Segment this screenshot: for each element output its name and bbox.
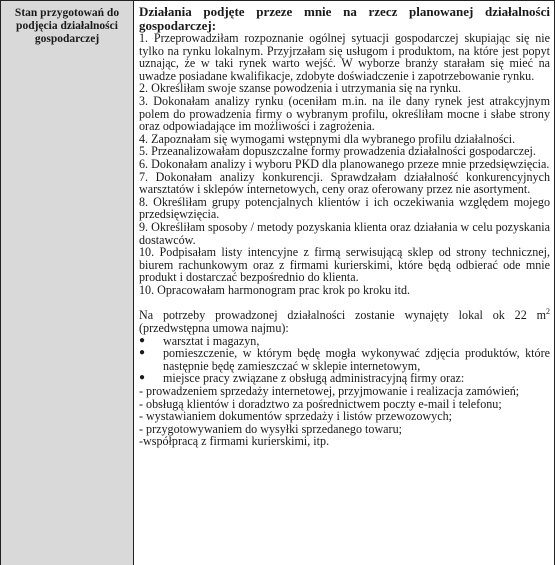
list-item: 3. Dokonałam analizy rynku (oceniłam m.in. na ile dany rynek jest atrakcyjnym polem do prowadzenia firmy o wybranym profilu, określiłam mocne i słabe strony oraz odpowiadające im możliwości i zagrożenia. (139, 93, 550, 134)
list-item: 9. Określiłam sposoby / metody pozyskania klienta oraz działania w celu pozyskania dostawców. (139, 219, 550, 247)
list-item: 4. Zapoznałam się wymogami wstępnymi dla wybranego profilu działalności. (139, 131, 516, 146)
dash-item: - prowadzeniem sprzedaży internetowej, przyjmowanie i realizacja zamówień; (139, 384, 520, 399)
row-header-label: Stan przygotowań do podjęcia działalności gospodarczej (14, 7, 120, 45)
area-unit-superscript: 2 (546, 307, 550, 317)
list-item: 8. Określiłam grupy potencjalnych klientów i ich oczekiwania względem mojego przedsięwzięcia. (139, 194, 550, 222)
dash-item: - przygotowywaniem do wysyłki sprzedanego towaru; (139, 421, 402, 436)
bullet-text: miejsce pracy związane z obsługą administracyjną firmy oraz: (163, 371, 465, 386)
list-item: 1. Przeprowadziłam rozpoznanie ogólnej sytuacji gospodarczej skupiając się nie tylko na rynku lokalnym. Przyjrzałam się usługom i produktom, na które jest popyt uznając, że w taki rynek warto wejść. W wyborze branży starałam się mieć na uwadze posiadane kwalifikacje, zdobyte doświadczenie i zapotrzebowanie rynku. (139, 31, 550, 83)
list-item: 7. Dokonałam analizy konkurencji. Sprawdzałam działalność konkurencyjnych warsztatów i sklepów internetowych, ceny oraz oferowany przez nie asortyment. (139, 169, 550, 197)
list-item: 5. Przeanalizowałam dopuszczalne formy prowadzenia działalności gospodarczej. (139, 144, 536, 159)
list-item: 10. Podpisałam listy intencyjne z firmą serwisującą sklep od strony technicznej, biurem rachunkowym oraz z firmami kurierskimi, które będą odbierać ode mnie produkt i dostarczać bezpośrednio do klienta. (139, 245, 550, 285)
bullet-icon: ● (139, 334, 146, 346)
row-header-cell (1, 1, 134, 565)
list-item: 2. Określiłam swoje szanse powodzenia i utrzymania się na rynku. (139, 81, 462, 96)
section-heading: Działania podjęte przeze mnie na rzecz planowanej działalności gospodarczej: (139, 4, 550, 33)
content-cell (134, 1, 554, 565)
premises-intro (139, 309, 550, 334)
premises-intro-text: Na potrzeby prowadzonej działalności zostanie wynajęty lokal ok 22 m (139, 308, 546, 323)
bullet-text: pomieszczenie, w którym będę mogła wykonywać zdjęcia produktów, które następnie będę zamieszczać w sklepie internetowym, (163, 346, 550, 373)
bullet-text: warsztat i magazyn, (163, 333, 260, 348)
bullet-icon: ● (139, 347, 146, 359)
dash-item: -współpracą z firmami kurierskimi, itp. (139, 434, 330, 449)
bullet-item (139, 347, 550, 372)
list-item: 6. Dokonałam analizy i wyboru PKD dla planowanego przeze mnie przedsięwzięcia. (139, 156, 550, 171)
bullet-icon: ● (139, 372, 146, 384)
dash-item: - wystawianiem dokumentów sprzedaży i listów przewozowych; (139, 409, 453, 424)
premises-intro-text-end: (przedwstępna umowa najmu): (139, 321, 289, 336)
dash-item: - obsługą klientów i doradztwo za pośrednictwem poczty e-mail i telefonu; (139, 396, 502, 411)
list-item: 10. Opracowałam harmonogram prac krok po kroku itd. (139, 282, 411, 297)
